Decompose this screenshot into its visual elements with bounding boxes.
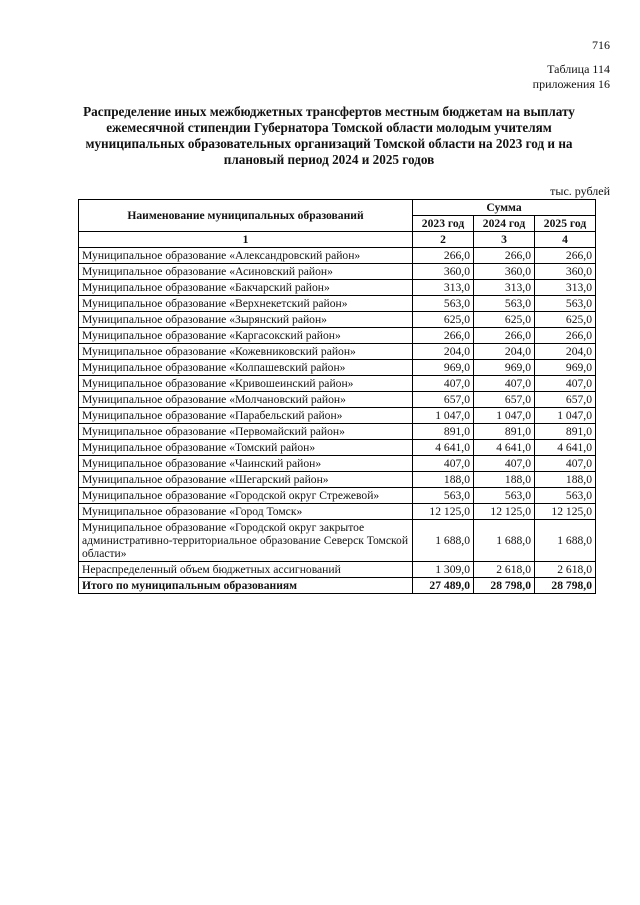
total-2023: 27 489,0 [413,578,474,594]
value-2023: 12 125,0 [413,504,474,520]
row-name: Муниципальное образование «Шегарский район» [79,472,413,488]
value-2024: 266,0 [474,328,535,344]
value-2023: 313,0 [413,280,474,296]
value-2024: 969,0 [474,360,535,376]
value-2023: 266,0 [413,328,474,344]
value-2025: 891,0 [535,424,596,440]
column-number: 1 [79,232,413,248]
header-sum: Сумма [413,200,596,216]
value-2025: 313,0 [535,280,596,296]
column-number: 3 [474,232,535,248]
row-name: Муниципальное образование «Кривошеинский район» [79,376,413,392]
value-2024: 188,0 [474,472,535,488]
table-row [79,456,596,472]
total-label: Итого по муниципальным образованиям [79,578,413,594]
table-body [79,248,596,594]
header-year-2025: 2025 год [535,216,596,232]
row-name: Муниципальное образование «Колпашевский район» [79,360,413,376]
total-row [79,578,596,594]
table-row [79,562,596,578]
value-2025: 188,0 [535,472,596,488]
value-2024: 360,0 [474,264,535,280]
value-2025: 657,0 [535,392,596,408]
value-2025: 563,0 [535,296,596,312]
value-2025: 4 641,0 [535,440,596,456]
value-2023: 1 047,0 [413,408,474,424]
table-row [79,296,596,312]
value-2023: 407,0 [413,376,474,392]
value-2024: 313,0 [474,280,535,296]
table-row [79,248,596,264]
table-row [79,504,596,520]
row-name: Муниципальное образование «Верхнекетский район» [79,296,413,312]
value-2023: 204,0 [413,344,474,360]
value-2024: 657,0 [474,392,535,408]
value-2024: 563,0 [474,296,535,312]
column-number: 4 [535,232,596,248]
total-2025: 28 798,0 [535,578,596,594]
row-name: Муниципальное образование «Городской округ закрытое административно-территориальное образование Северск Томской области» [79,520,413,562]
value-2025: 360,0 [535,264,596,280]
value-2023: 266,0 [413,248,474,264]
table-row [79,472,596,488]
table-number: Таблица 114 [547,62,610,76]
value-2025: 563,0 [535,488,596,504]
table-row [79,360,596,376]
value-2023: 563,0 [413,488,474,504]
value-2024: 407,0 [474,456,535,472]
distribution-table [78,199,596,594]
value-2025: 1 047,0 [535,408,596,424]
value-2023: 407,0 [413,456,474,472]
page-number: 716 [592,38,610,52]
row-name: Муниципальное образование «Александровский район» [79,248,413,264]
value-2024: 1 688,0 [474,520,535,562]
table-row [79,344,596,360]
row-name: Муниципальное образование «Молчановский район» [79,392,413,408]
value-2023: 563,0 [413,296,474,312]
row-name: Нераспределенный объем бюджетных ассигнований [79,562,413,578]
column-number: 2 [413,232,474,248]
row-name: Муниципальное образование «Первомайский район» [79,424,413,440]
value-2023: 969,0 [413,360,474,376]
total-2024: 28 798,0 [474,578,535,594]
row-name: Муниципальное образование «Парабельский район» [79,408,413,424]
table-row [79,376,596,392]
row-name: Муниципальное образование «Бакчарский район» [79,280,413,296]
value-2023: 1 688,0 [413,520,474,562]
table-row [79,264,596,280]
value-2024: 4 641,0 [474,440,535,456]
value-2023: 4 641,0 [413,440,474,456]
value-2025: 407,0 [535,456,596,472]
document-title: Распределение иных межбюджетных трансфертов местным бюджетам на выплату ежемесячной стипендии Губернатора Томской области молодым учителям муниципальных образовательных организаций Томской области на 2023 год и на плановый период 2024 и 2025 годов [83,104,575,167]
row-name: Муниципальное образование «Асиновский район» [79,264,413,280]
value-2023: 891,0 [413,424,474,440]
value-2024: 891,0 [474,424,535,440]
value-2023: 1 309,0 [413,562,474,578]
appendix-number: приложения 16 [532,77,610,91]
value-2025: 625,0 [535,312,596,328]
value-2025: 407,0 [535,376,596,392]
table-row [79,408,596,424]
row-name: Муниципальное образование «Чаинский район» [79,456,413,472]
header-name: Наименование муниципальных образований [79,200,413,232]
value-2025: 266,0 [535,248,596,264]
value-2024: 407,0 [474,376,535,392]
value-2024: 563,0 [474,488,535,504]
table-row [79,328,596,344]
value-2025: 204,0 [535,344,596,360]
value-2024: 1 047,0 [474,408,535,424]
value-2024: 204,0 [474,344,535,360]
units-label: тыс. рублей [550,184,610,198]
table-row [79,312,596,328]
value-2024: 12 125,0 [474,504,535,520]
row-name: Муниципальное образование «Зырянский район» [79,312,413,328]
header-year-2024: 2024 год [474,216,535,232]
value-2024: 625,0 [474,312,535,328]
value-2023: 625,0 [413,312,474,328]
table-row [79,280,596,296]
table-reference [533,62,610,92]
table-row [79,392,596,408]
row-name: Муниципальное образование «Город Томск» [79,504,413,520]
table-row [79,520,596,562]
value-2025: 969,0 [535,360,596,376]
value-2025: 266,0 [535,328,596,344]
value-2023: 657,0 [413,392,474,408]
header-year-2023: 2023 год [413,216,474,232]
value-2025: 2 618,0 [535,562,596,578]
row-name: Муниципальное образование «Каргасокский район» [79,328,413,344]
value-2023: 188,0 [413,472,474,488]
table-row [79,440,596,456]
row-name: Муниципальное образование «Городской округ Стрежевой» [79,488,413,504]
value-2023: 360,0 [413,264,474,280]
table-row [79,488,596,504]
table-row [79,424,596,440]
row-name: Муниципальное образование «Томский район» [79,440,413,456]
value-2025: 1 688,0 [535,520,596,562]
value-2024: 266,0 [474,248,535,264]
value-2024: 2 618,0 [474,562,535,578]
row-name: Муниципальное образование «Кожевниковский район» [79,344,413,360]
value-2025: 12 125,0 [535,504,596,520]
